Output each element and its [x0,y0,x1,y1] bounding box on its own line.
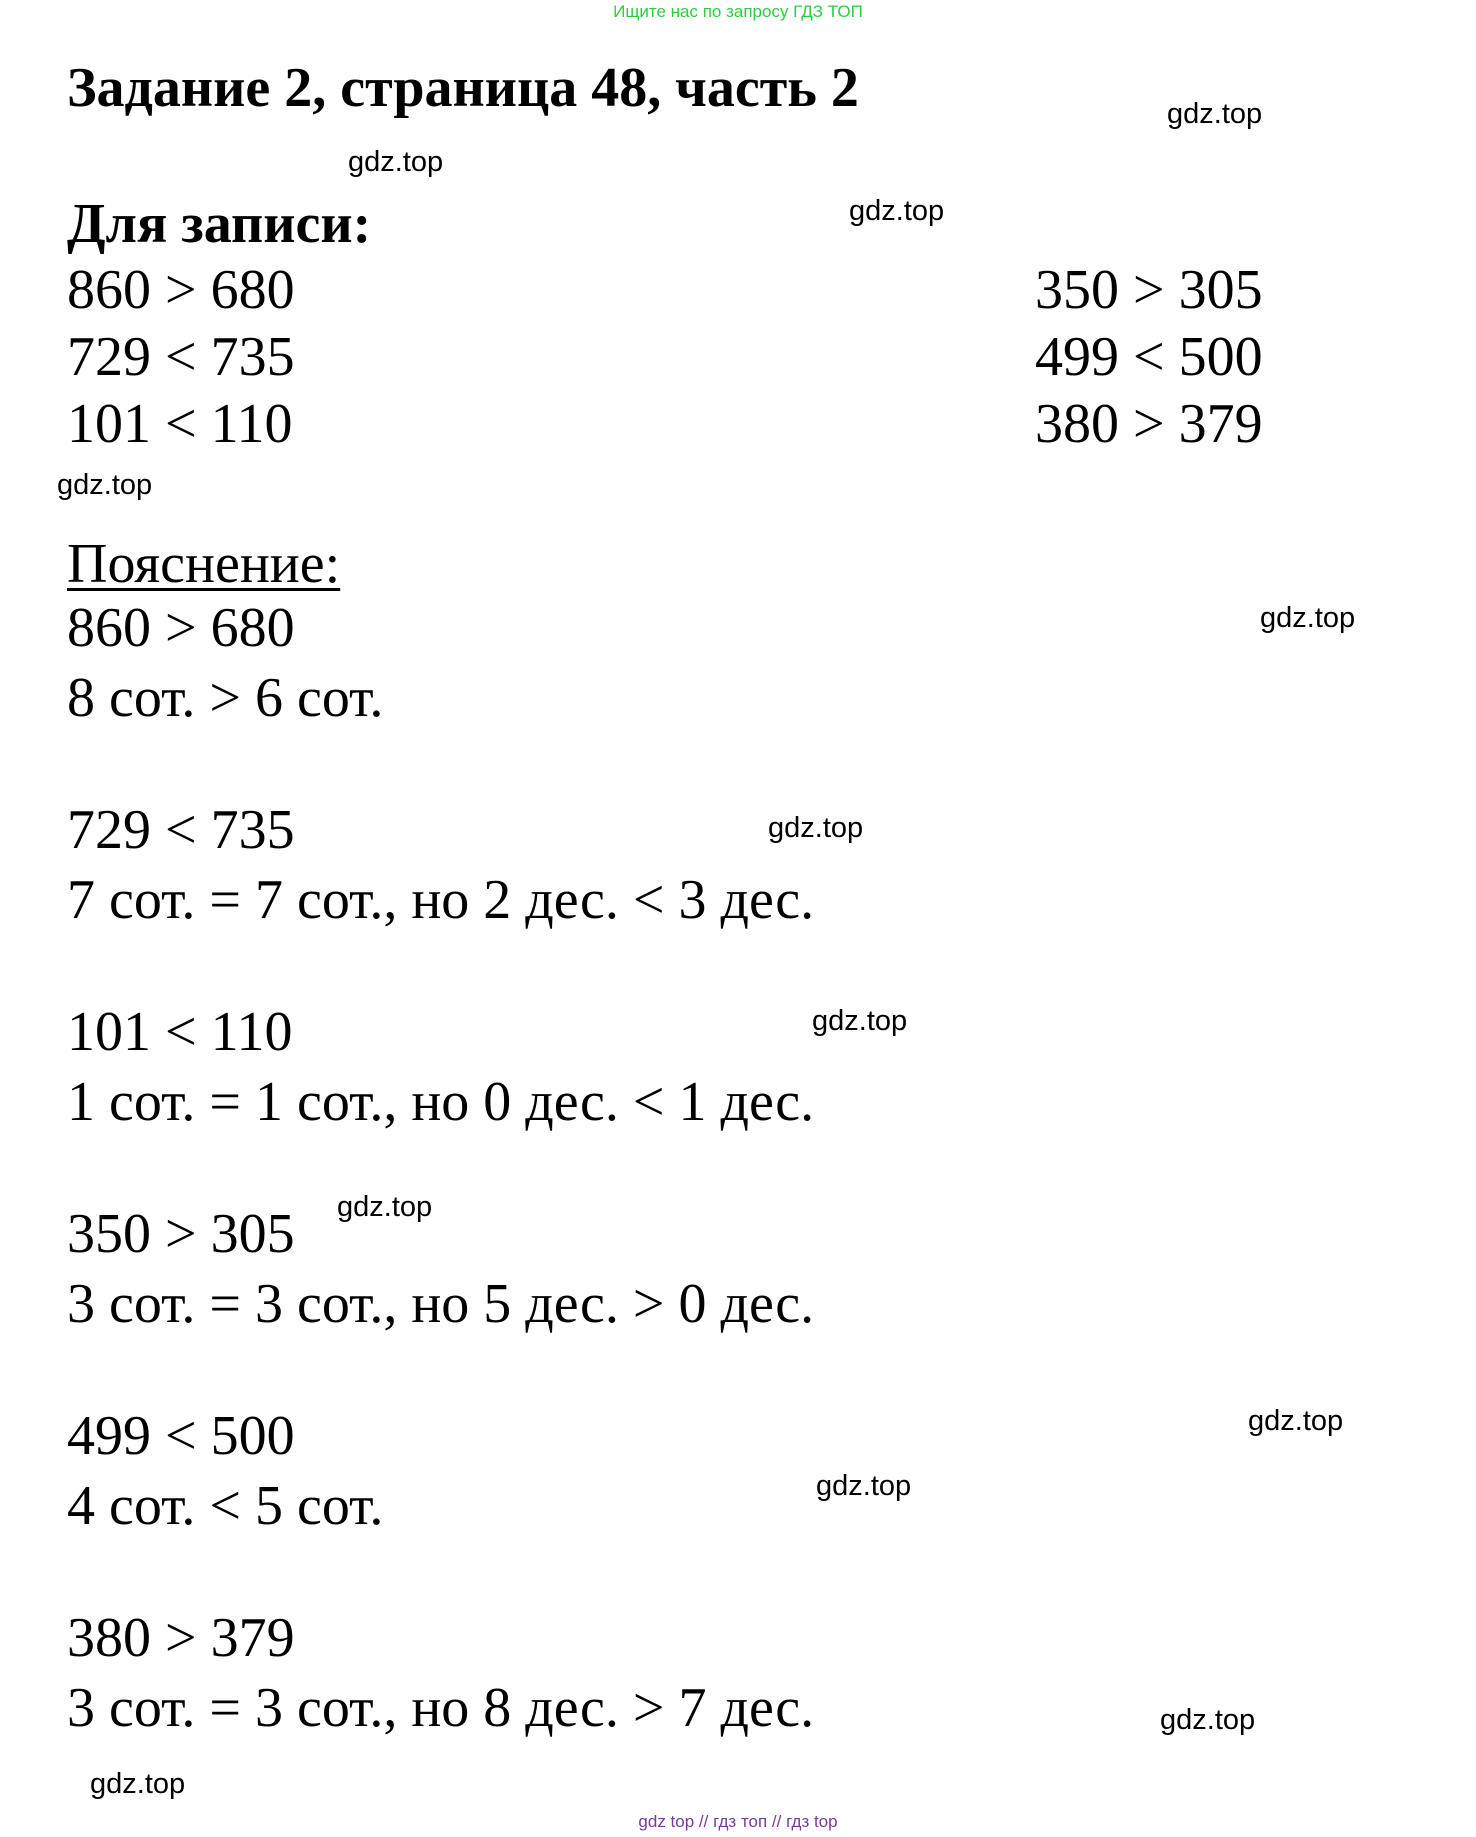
explanation-reason-1: 8 сот. > 6 сот. [67,667,384,729]
explanation-reason-5: 4 сот. < 5 сот. [67,1475,384,1537]
watermark: gdz.top [812,1005,908,1037]
watermark: gdz.top [337,1191,433,1223]
explanation-reason-2: 7 сот. = 7 сот., но 2 дес. < 3 дес. [67,869,815,931]
record-heading: Для записи: [67,193,372,255]
record-right-1: 350 > 305 [1035,259,1263,321]
explanation-comparison-4: 350 > 305 [67,1203,295,1265]
explanation-reason-3: 1 сот. = 1 сот., но 0 дес. < 1 дес. [67,1071,815,1133]
explanation-comparison-3: 101 < 110 [67,1001,293,1063]
watermark: gdz.top [1167,98,1263,130]
watermark: gdz.top [1160,1704,1256,1736]
record-left-1: 860 > 680 [67,259,295,321]
explanation-comparison-1: 860 > 680 [67,597,295,659]
explanation-comparison-6: 380 > 379 [67,1607,295,1669]
bottom-banner[interactable]: gdz top // гдз топ // гдз top [638,1812,838,1831]
watermark: gdz.top [816,1470,912,1502]
watermark: gdz.top [1248,1405,1344,1437]
record-left-2: 729 < 735 [67,326,295,388]
watermark: gdz.top [90,1768,186,1800]
watermark: gdz.top [57,469,153,501]
watermark: gdz.top [849,195,945,227]
explanation-heading: Пояснение: [67,533,341,595]
watermark: gdz.top [1260,602,1356,634]
record-right-2: 499 < 500 [1035,326,1263,388]
watermark: gdz.top [768,812,864,844]
top-banner[interactable]: Ищите нас по запросу ГДЗ ТОП [613,2,863,21]
explanation-comparison-2: 729 < 735 [67,799,295,861]
explanation-reason-4: 3 сот. = 3 сот., но 5 дес. > 0 дес. [67,1273,815,1335]
explanation-comparison-5: 499 < 500 [67,1405,295,1467]
explanation-reason-6: 3 сот. = 3 сот., но 8 дес. > 7 дес. [67,1677,815,1739]
record-right-3: 380 > 379 [1035,393,1263,455]
watermark: gdz.top [348,146,444,178]
page-title: Задание 2, страница 48, часть 2 [67,57,859,119]
record-left-3: 101 < 110 [67,393,293,455]
